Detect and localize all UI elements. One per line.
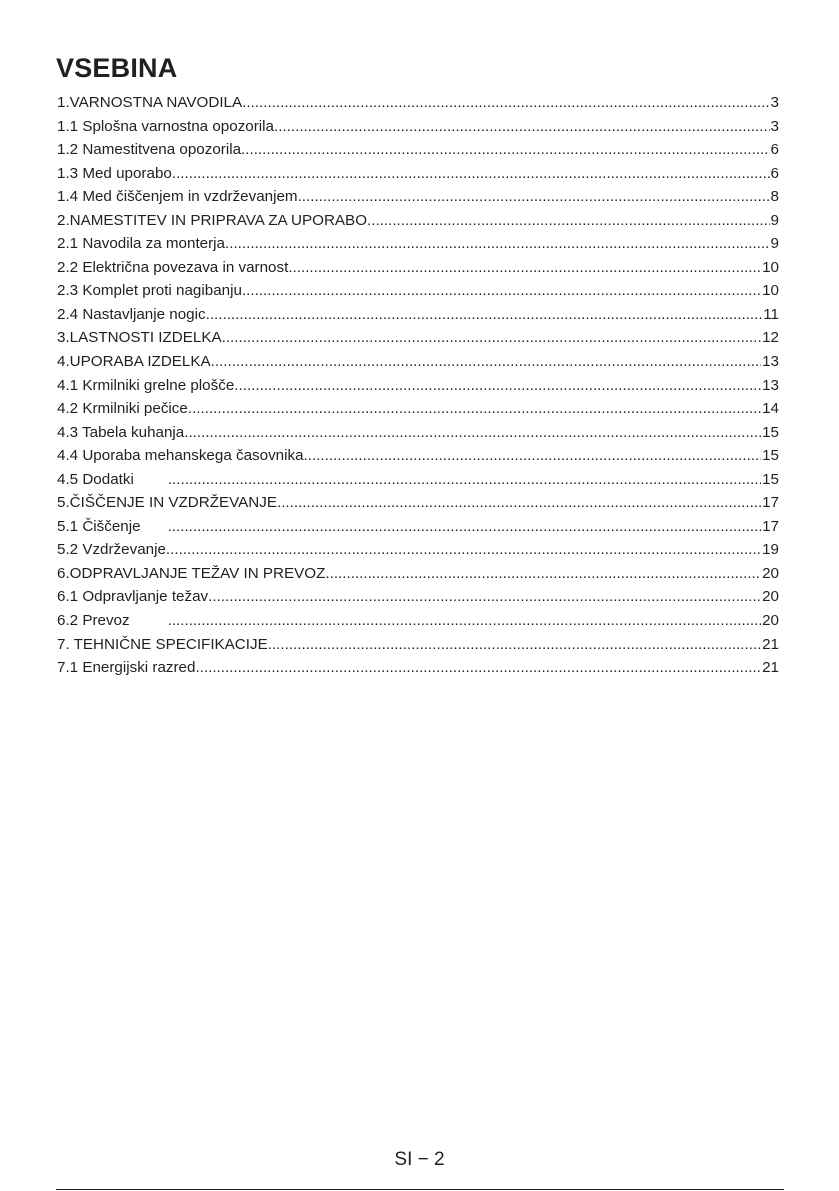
toc-dot-leader [211, 350, 761, 374]
toc-entry [57, 185, 779, 209]
toc-entry [57, 326, 779, 350]
toc-entry [57, 303, 779, 327]
toc-dot-leader [241, 138, 770, 162]
toc-dot-leader [298, 185, 770, 209]
toc-entry-page: 15 [762, 470, 779, 488]
toc-entry [57, 491, 779, 515]
toc-entry-label: 2.NAMESTITEV IN PRIPRAVA ZA UPORABO [57, 211, 368, 229]
toc-entry-page: 6 [770, 164, 779, 182]
toc-entry-page: 3 [770, 94, 779, 111]
toc-entry-page: 20 [762, 588, 779, 606]
toc-entry-label: 3.LASTNOSTI IZDELKA [57, 329, 222, 347]
toc-entry-label: 1.2 Namestitvena opozorila [57, 141, 242, 159]
toc-dot-leader [188, 397, 761, 421]
toc-entry [57, 397, 779, 421]
toc-dot-leader [206, 303, 763, 327]
toc-entry [57, 515, 779, 539]
toc-dot-leader [274, 115, 770, 139]
toc-entry-label: 2.2 Električna povezava in varnost [57, 258, 289, 276]
toc-entry [57, 256, 779, 280]
toc-entry [57, 374, 779, 398]
toc-dot-leader [304, 444, 762, 468]
toc-entry [57, 115, 779, 139]
toc-dot-leader [208, 585, 761, 609]
toc-dot-leader [268, 633, 761, 657]
toc-entry-page: 6 [770, 141, 779, 159]
toc-entry-label: 5.1 Čiščenje [57, 517, 141, 535]
toc-entry-page: 9 [770, 235, 779, 253]
toc-entry [57, 138, 779, 162]
toc-entry-label: 1.VARNOSTNA NAVODILA [57, 94, 243, 111]
toc-entry-label: 6.ODPRAVLJANJE TEŽAV IN PREVOZ [57, 564, 326, 582]
toc-dot-leader [325, 562, 761, 586]
toc-dot-leader [242, 279, 761, 303]
toc-entry [57, 609, 779, 633]
toc-dot-leader [234, 374, 761, 398]
toc-dot-leader [277, 491, 761, 515]
toc-entry [57, 562, 779, 586]
toc-entry [57, 444, 779, 468]
toc-entry [57, 209, 779, 233]
toc-entry-label: 1.3 Med uporabo [57, 164, 172, 182]
toc-entry-label: 4.1 Krmilniki grelne plošče [57, 376, 235, 394]
toc-entry-page: 11 [763, 305, 779, 323]
toc-dot-leader [166, 538, 761, 562]
toc-entry-label: 6.1 Odpravljanje težav [57, 588, 209, 606]
toc-entry-label: 1.1 Splošna varnostna opozorila [57, 117, 274, 135]
toc-dot-leader [222, 326, 762, 350]
toc-entry-label: 2.4 Nastavljanje nogic [57, 305, 206, 323]
toc-entry [57, 421, 779, 445]
toc-dot-leader [288, 256, 761, 280]
table-of-contents [57, 91, 779, 680]
toc-entry [57, 585, 779, 609]
toc-entry-page: 13 [762, 376, 779, 394]
toc-entry-label: 7. TEHNIČNE SPECIFIKACIJE [57, 635, 268, 653]
toc-entry-page: 10 [762, 282, 779, 300]
toc-entry-page: 20 [762, 564, 779, 582]
toc-entry-page: 21 [762, 635, 779, 653]
toc-dot-leader [184, 421, 761, 445]
toc-entry-page: 17 [762, 517, 779, 535]
toc-entry-page: 12 [762, 329, 779, 347]
toc-entry-label: 6.2 Prevoz [57, 612, 130, 630]
toc-dot-leader [172, 162, 770, 186]
toc-entry [57, 232, 779, 256]
toc-dot-leader [168, 609, 761, 633]
toc-entry-label: 5.2 Vzdrževanje [57, 541, 166, 559]
toc-entry [57, 279, 779, 303]
toc-entry-page: 20 [762, 612, 779, 630]
toc-entry-page: 19 [762, 541, 779, 559]
toc-entry [57, 350, 779, 374]
toc-entry [57, 162, 779, 186]
toc-entry-page: 15 [762, 423, 779, 441]
toc-entry-page: 21 [762, 659, 779, 677]
toc-entry-label: 4.UPORABA IZDELKA [57, 353, 211, 371]
toc-entry-page: 17 [762, 494, 779, 512]
toc-entry-label: 4.3 Tabela kuhanja [57, 423, 185, 441]
page-number: SI − 2 [394, 1149, 445, 1170]
toc-dot-leader [367, 209, 770, 233]
toc-entry-label: 2.3 Komplet proti nagibanju [57, 282, 242, 300]
toc-dot-leader [225, 232, 770, 256]
toc-entry-label: 4.4 Uporaba mehanskega časovnika [57, 447, 304, 465]
toc-entry [57, 538, 779, 562]
toc-entry [57, 468, 779, 492]
footer-divider [56, 1189, 784, 1190]
toc-entry [57, 633, 779, 657]
toc-dot-leader [168, 515, 762, 539]
toc-entry-label: 4.2 Krmilniki pečice [57, 400, 188, 418]
page-title: VSEBINA [56, 53, 178, 83]
toc-entry [57, 656, 779, 680]
toc-dot-leader [195, 656, 761, 680]
toc-entry-page: 14 [762, 400, 779, 418]
toc-entry-label: 7.1 Energijski razred [57, 659, 196, 677]
toc-entry [57, 91, 779, 115]
toc-entry-label: 2.1 Navodila za monterja [57, 235, 225, 253]
toc-entry-page: 8 [770, 188, 779, 206]
toc-entry-page: 13 [762, 353, 779, 371]
toc-dot-leader [168, 468, 761, 492]
toc-dot-leader [242, 91, 769, 115]
toc-entry-label: 4.5 Dodatki [57, 470, 134, 488]
toc-entry-page: 9 [770, 211, 779, 229]
toc-entry-page: 15 [762, 447, 779, 465]
toc-entry-label: 5.ČIŠČENJE IN VZDRŽEVANJE [57, 494, 277, 512]
toc-entry-page: 10 [762, 258, 779, 276]
toc-entry-label: 1.4 Med čiščenjem in vzdrževanjem [57, 188, 298, 206]
toc-entry-page: 3 [770, 117, 779, 135]
